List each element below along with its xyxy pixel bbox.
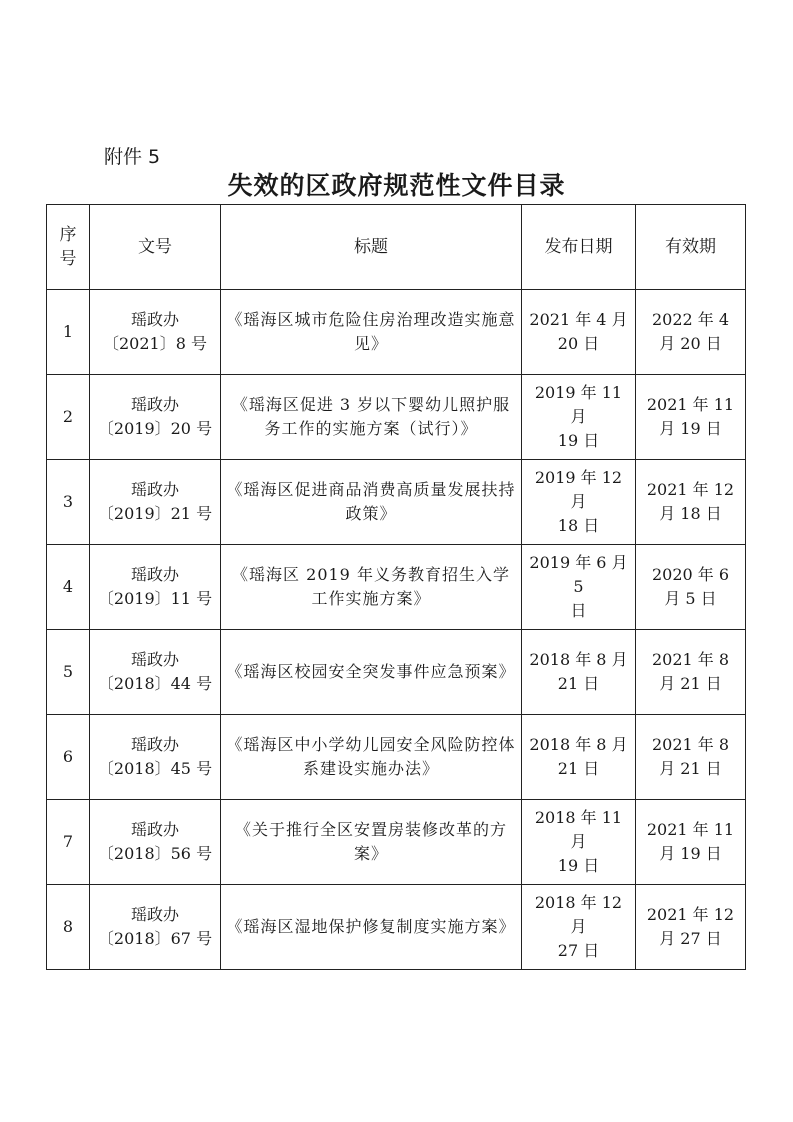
seq-cell: 5 <box>47 630 90 715</box>
seq-cell: 8 <box>47 885 90 970</box>
document-title: 失效的区政府规范性文件目录 <box>227 171 566 200</box>
title-cell: 《瑶海区中小学幼儿园安全风险防控体系建设实施办法》 <box>221 715 522 800</box>
doc-number-cell: 瑶政办 〔2019〕21 号 <box>90 460 221 545</box>
seq-cell: 3 <box>47 460 90 545</box>
publish-date-cell: 2021 年 4 月 20 日 <box>522 290 636 375</box>
validity-cell: 2021 年 11 月 19 日 <box>636 375 746 460</box>
publish-date-cell: 2019 年 11 月 19 日 <box>522 375 636 460</box>
validity-cell: 2021 年 8 月 21 日 <box>636 715 746 800</box>
title-cell: 《瑶海区促进商品消费高质量发展扶持政策》 <box>221 460 522 545</box>
validity-cell: 2020 年 6 月 5 日 <box>636 545 746 630</box>
doc-number-cell: 瑶政办 〔2019〕20 号 <box>90 375 221 460</box>
header-doc-number: 文号 <box>90 205 221 290</box>
seq-cell: 4 <box>47 545 90 630</box>
header-publish-date: 发布日期 <box>522 205 636 290</box>
title-cell: 《瑶海区城市危险住房治理改造实施意见》 <box>221 290 522 375</box>
publish-date-cell: 2018 年 8 月 21 日 <box>522 715 636 800</box>
table-row <box>47 630 746 715</box>
table-row <box>47 715 746 800</box>
table-row <box>47 885 746 970</box>
title-cell: 《瑶海区校园安全突发事件应急预案》 <box>221 630 522 715</box>
seq-cell: 2 <box>47 375 90 460</box>
table-header-row <box>47 205 746 290</box>
doc-number-cell: 瑶政办 〔2018〕45 号 <box>90 715 221 800</box>
publish-date-cell: 2019 年 6 月 5 日 <box>522 545 636 630</box>
validity-cell: 2022 年 4 月 20 日 <box>636 290 746 375</box>
publish-date-cell: 2018 年 12 月 27 日 <box>522 885 636 970</box>
table-row <box>47 545 746 630</box>
seq-cell: 6 <box>47 715 90 800</box>
title-cell: 《瑶海区 2019 年义务教育招生入学工作实施方案》 <box>221 545 522 630</box>
attachment-label: 附件 5 <box>104 146 161 168</box>
title-cell: 《关于推行全区安置房装修改革的方案》 <box>221 800 522 885</box>
doc-number-cell: 瑶政办 〔2018〕67 号 <box>90 885 221 970</box>
doc-number-cell: 瑶政办 〔2018〕56 号 <box>90 800 221 885</box>
doc-number-cell: 瑶政办 〔2019〕11 号 <box>90 545 221 630</box>
validity-cell: 2021 年 12 月 27 日 <box>636 885 746 970</box>
header-title: 标题 <box>221 205 522 290</box>
validity-cell: 2021 年 12 月 18 日 <box>636 460 746 545</box>
header-validity: 有效期 <box>636 205 746 290</box>
validity-cell: 2021 年 11 月 19 日 <box>636 800 746 885</box>
doc-number-cell: 瑶政办 〔2021〕8 号 <box>90 290 221 375</box>
invalid-documents-table <box>46 204 746 970</box>
doc-number-cell: 瑶政办 〔2018〕44 号 <box>90 630 221 715</box>
title-cell: 《瑶海区湿地保护修复制度实施方案》 <box>221 885 522 970</box>
table-row <box>47 460 746 545</box>
publish-date-cell: 2018 年 11 月 19 日 <box>522 800 636 885</box>
publish-date-cell: 2019 年 12 月 18 日 <box>522 460 636 545</box>
table-row <box>47 800 746 885</box>
validity-cell: 2021 年 8 月 21 日 <box>636 630 746 715</box>
seq-cell: 7 <box>47 800 90 885</box>
header-seq: 序号 <box>47 205 90 290</box>
seq-cell: 1 <box>47 290 90 375</box>
table-row <box>47 290 746 375</box>
publish-date-cell: 2018 年 8 月 21 日 <box>522 630 636 715</box>
table-row <box>47 375 746 460</box>
title-cell: 《瑶海区促进 3 岁以下婴幼儿照护服务工作的实施方案（试行）》 <box>221 375 522 460</box>
